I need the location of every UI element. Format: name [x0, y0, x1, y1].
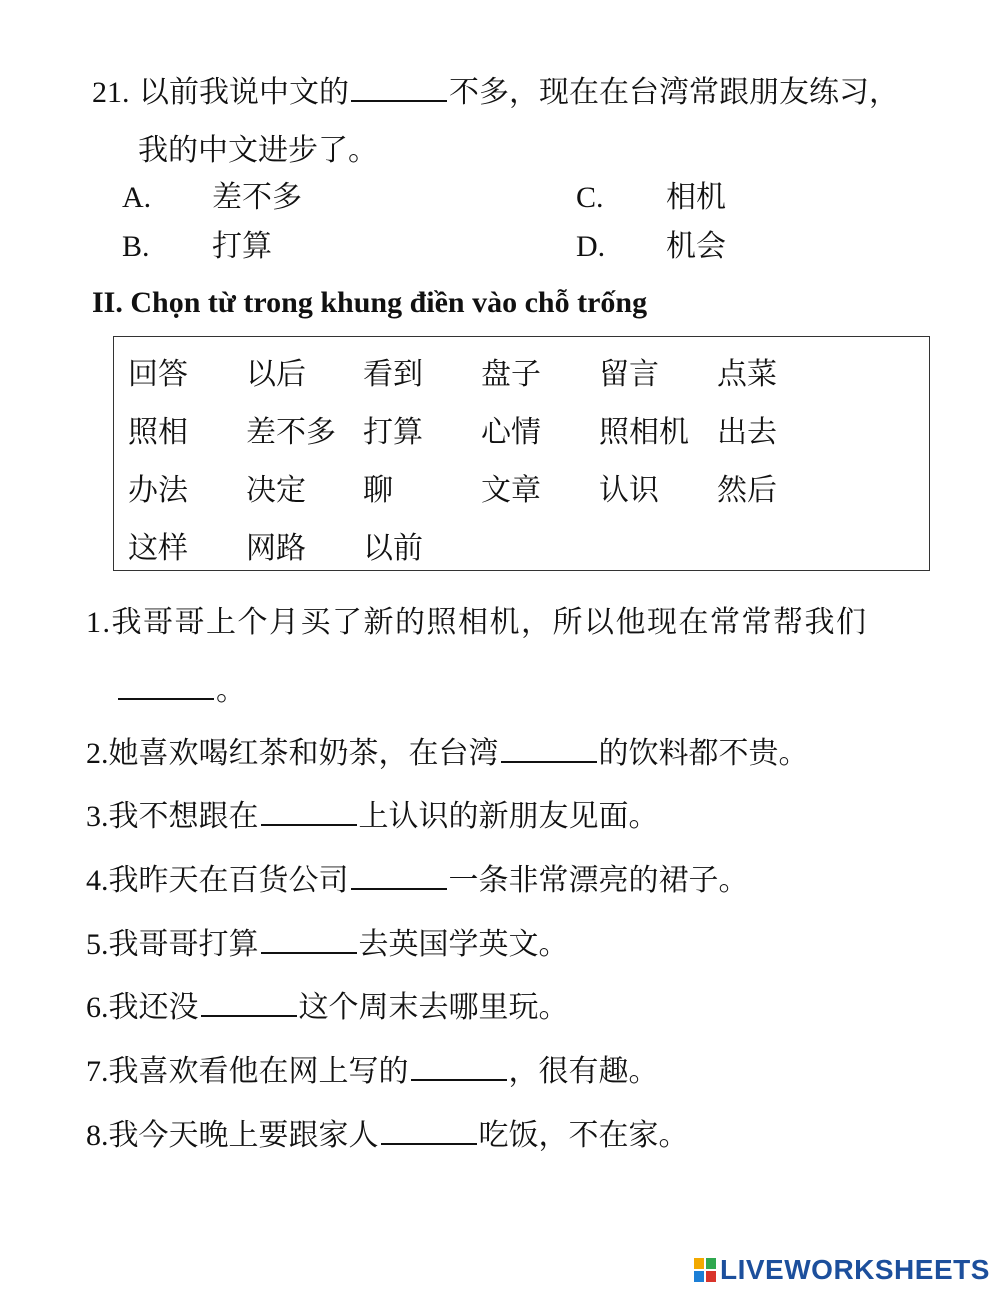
word-bank-item: 出去: [717, 415, 777, 450]
brand-logo: [694, 1255, 990, 1285]
word-bank-item: 然后: [717, 473, 777, 508]
answer-blank[interactable]: [411, 1051, 507, 1081]
word-bank-item: 文章: [481, 473, 541, 508]
word-bank-item: 心情: [481, 415, 541, 450]
word-bank: [113, 336, 930, 571]
exercise-8: [86, 1115, 689, 1154]
exercise-number: 2.: [86, 737, 109, 770]
option-letter: D.: [576, 230, 606, 263]
exercise-6: [86, 987, 569, 1026]
option-letter: A.: [122, 181, 152, 214]
word-bank-item: 盘子: [481, 357, 541, 392]
exercise-text: 我喜欢看他在网上写的: [108, 1054, 409, 1089]
exercise-text: 我还没: [108, 990, 199, 1025]
question-number: 21.: [92, 76, 130, 109]
exercise-number: 3.: [86, 800, 109, 833]
exercise-text: 。: [216, 673, 246, 708]
exercise-text: 一条非常漂亮的裙子。: [448, 863, 749, 898]
exercise-3: [86, 796, 659, 835]
word-bank-item: 以后: [246, 357, 306, 392]
word-bank-item: 照相机: [599, 415, 689, 450]
word-bank-item: 照相: [128, 415, 188, 450]
option-letter: C.: [576, 181, 604, 214]
exercise-2: [86, 733, 809, 772]
word-bank-item: 点菜: [717, 357, 777, 392]
answer-blank[interactable]: [381, 1115, 477, 1145]
exercise-text: 这个周末去哪里玩。: [298, 990, 569, 1025]
answer-blank[interactable]: [501, 733, 597, 763]
answer-blank[interactable]: [351, 860, 447, 890]
exercise-text: 我昨天在百货公司: [108, 863, 349, 898]
word-bank-item: 办法: [128, 473, 188, 508]
exercise-4: [86, 860, 749, 899]
question-text: 以前我说中文的: [139, 75, 350, 110]
exercise-text: 我哥哥上个月买了新的照相机，所以他现在常常帮我们: [111, 605, 868, 640]
exercise-7: [86, 1051, 659, 1090]
question-21-line1: [92, 72, 899, 111]
exercise-text: 吃饭，不在家。: [478, 1118, 689, 1153]
exercise-5: [86, 924, 569, 963]
word-bank-item: 网路: [246, 531, 306, 566]
question-21-line2: 我的中文进步了。: [138, 133, 378, 168]
option-text: 打算: [212, 229, 272, 264]
exercise-text: 上认识的新朋友见面。: [358, 799, 659, 834]
word-bank-item: 看到: [363, 357, 423, 392]
answer-blank[interactable]: [351, 72, 447, 102]
option-text: 差不多: [212, 180, 302, 215]
exercise-number: 7.: [86, 1055, 109, 1088]
exercise-number: 4.: [86, 864, 109, 897]
word-bank-item: 差不多: [246, 415, 336, 450]
brand-name: LIVEWORKSHEETS: [720, 1254, 990, 1285]
word-bank-item: 这样: [128, 531, 188, 566]
answer-blank[interactable]: [261, 924, 357, 954]
option-d[interactable]: [576, 229, 726, 265]
exercise-number: 6.: [86, 991, 109, 1024]
exercise-number: 8.: [86, 1119, 109, 1152]
option-c[interactable]: [576, 180, 726, 216]
question-text: 不多，现在在台湾常跟朋友练习，: [449, 75, 900, 110]
word-bank-item: 以前: [363, 531, 423, 566]
logo-mark-icon: [694, 1258, 716, 1282]
word-bank-item: 回答: [128, 357, 188, 392]
section-heading: II. Chọn từ trong khung điền vào chỗ trống: [92, 286, 648, 319]
option-text: 机会: [666, 229, 726, 264]
exercise-text: 她喜欢喝红茶和奶茶，在台湾: [108, 736, 499, 771]
exercise-number: 5.: [86, 928, 109, 961]
word-bank-item: 留言: [599, 357, 659, 392]
word-bank-item: 决定: [246, 473, 306, 508]
word-bank-item: 打算: [363, 415, 423, 450]
exercise-number: 1.: [86, 606, 112, 639]
word-bank-item: 认识: [599, 473, 659, 508]
option-b[interactable]: [122, 229, 272, 265]
exercise-text: 的饮料都不贵。: [598, 736, 809, 771]
answer-blank[interactable]: [201, 987, 297, 1017]
exercise-1-line1: [86, 605, 868, 641]
word-bank-item: 聊: [363, 473, 393, 508]
option-text: 相机: [666, 180, 726, 215]
answer-blank[interactable]: [118, 670, 214, 700]
exercise-text: 去英国学英文。: [358, 927, 569, 962]
option-letter: B.: [122, 230, 150, 263]
exercise-text: 我今天晚上要跟家人: [108, 1118, 379, 1153]
answer-blank[interactable]: [261, 796, 357, 826]
option-a[interactable]: [122, 180, 302, 216]
exercise-text: 我不想跟在: [108, 799, 259, 834]
exercise-text: ，很有趣。: [508, 1054, 659, 1089]
exercise-1-line2: [116, 670, 246, 709]
exercise-text: 我哥哥打算: [108, 927, 259, 962]
